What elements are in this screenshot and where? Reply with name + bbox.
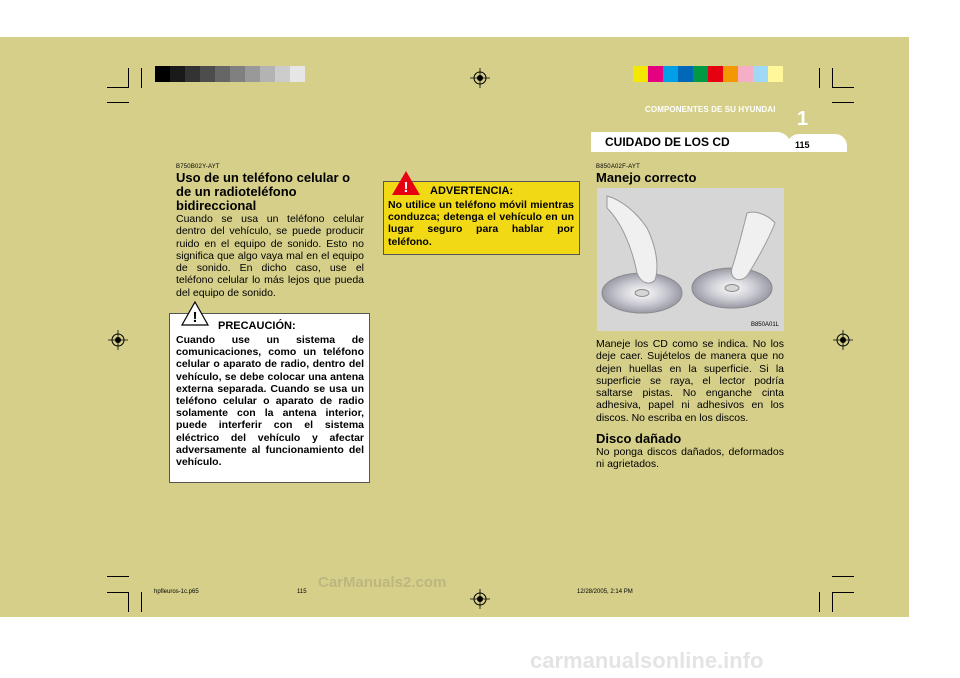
section-code: B850A02F-AYT bbox=[596, 164, 640, 170]
right-column bbox=[596, 164, 784, 185]
registration-mark-icon bbox=[470, 589, 490, 609]
color-swatch bbox=[753, 66, 768, 82]
grayscale-swatch bbox=[185, 66, 200, 82]
caution-title: PRECAUCIÓN: bbox=[218, 320, 296, 332]
registration-mark-icon bbox=[470, 68, 490, 88]
grayscale-swatch bbox=[230, 66, 245, 82]
watermark: CarManuals2.com bbox=[318, 574, 447, 591]
grayscale-swatch bbox=[155, 66, 170, 82]
color-swatch bbox=[708, 66, 723, 82]
tab-label: CUIDADO DE LOS CD bbox=[605, 135, 730, 149]
warning-text: No utilice un teléfono móvil mientras conduzca; detenga el vehículo en un lugar seguro para hablar por teléfono. bbox=[388, 199, 574, 248]
grayscale-swatch bbox=[260, 66, 275, 82]
svg-text:!: ! bbox=[192, 309, 198, 326]
grayscale-swatch bbox=[275, 66, 290, 82]
svg-text:!: ! bbox=[403, 179, 409, 196]
color-swatch bbox=[678, 66, 693, 82]
warning-triangle-icon bbox=[391, 170, 421, 196]
caution-text: Cuando use un sistema de comunicaciones, como un teléfono celular o aparato de radio, dentro del vehículo, se debe colocar una antena externa separada. Cuando se usa un teléfono celular o aparato de radio solamente con la antena interior, puede interferir con el sistema eléctrico del vehículo y afectar adversamente al funcionamiento del vehículo. bbox=[176, 334, 364, 469]
color-calibration-bar bbox=[633, 66, 783, 82]
right-column-text bbox=[596, 338, 784, 471]
cd-hands-illustration bbox=[597, 188, 784, 331]
grayscale-swatch bbox=[245, 66, 260, 82]
section-number: 1 bbox=[797, 108, 809, 130]
watermark-bottom: carmanualsonline.info bbox=[530, 648, 764, 673]
page-number: 115 bbox=[795, 140, 810, 150]
grayscale-swatch bbox=[215, 66, 230, 82]
grayscale-swatch bbox=[200, 66, 215, 82]
cd-handling-photo bbox=[597, 188, 784, 331]
grayscale-calibration-bar bbox=[155, 66, 305, 82]
color-swatch bbox=[723, 66, 738, 82]
section-body: Cuando se usa un teléfono celular dentro del vehículo, se puede producir ruido en el equipo de sonido. Esto no significa que algo vaya mal en el equipo de sonido. En dicho caso, use el teléfono celular lo más lejos que pueda del equipo de sonido. bbox=[176, 213, 364, 299]
section-title: COMPONENTES DE SU HYUNDAI bbox=[645, 105, 776, 114]
section-body-damaged: No ponga discos dañados, deformados ni agrietados. bbox=[596, 446, 784, 471]
left-column bbox=[176, 164, 364, 299]
color-swatch bbox=[693, 66, 708, 82]
footer-page: 115 bbox=[297, 589, 307, 595]
section-heading: Uso de un teléfono celular o de un radioteléfono bidireccional bbox=[176, 170, 351, 213]
registration-mark-icon bbox=[833, 330, 853, 350]
caution-triangle-outline-icon bbox=[180, 300, 210, 327]
section-heading: Manejo correcto bbox=[596, 170, 697, 185]
image-code: B850A01L bbox=[750, 322, 779, 328]
footer-file: hpfleuros-1c.p65 bbox=[154, 589, 199, 595]
color-swatch bbox=[768, 66, 783, 82]
color-swatch bbox=[648, 66, 663, 82]
registration-mark-icon bbox=[108, 330, 128, 350]
color-swatch bbox=[663, 66, 678, 82]
section-heading-damaged: Disco dañado bbox=[596, 431, 682, 447]
warning-title: ADVERTENCIA: bbox=[430, 185, 514, 197]
color-swatch bbox=[633, 66, 648, 82]
color-swatch bbox=[738, 66, 753, 82]
section-code: B750B02Y-AYT bbox=[176, 164, 220, 170]
grayscale-swatch bbox=[170, 66, 185, 82]
footer-date: 12/28/2005, 2:14 PM bbox=[577, 589, 633, 595]
grayscale-swatch bbox=[290, 66, 305, 82]
section-body: Maneje los CD como se indica. No los deje caer. Sujételos de manera que no dejen huellas en la superficie. Si la superficie se raya, el lector podría saltarse pistas. No enganche cinta adhesiva, papel ni adhesivos en los discos. No escriba en los discos. bbox=[596, 338, 784, 424]
